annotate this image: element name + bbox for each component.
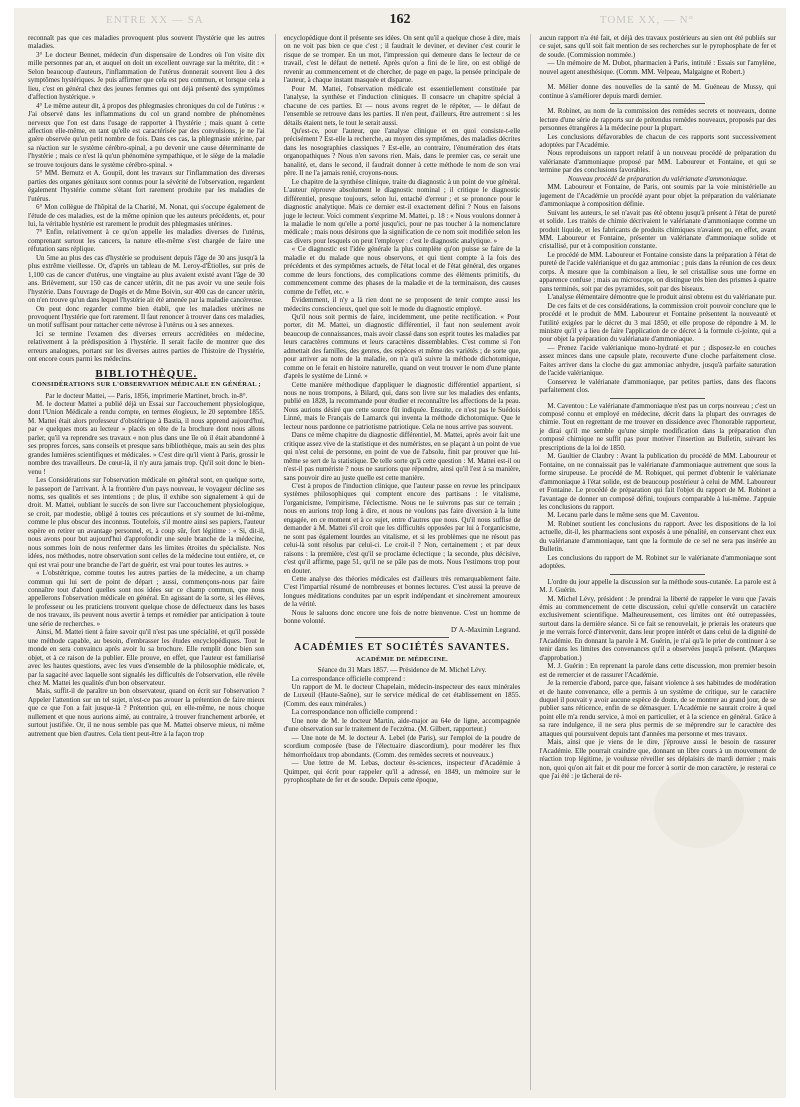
text-columns — [28, 34, 776, 1090]
paragraph: 5° MM. Bernutz et A. Goupil, dont les travaux sur l'inflammation des diverses parties des organes génitaux sont connus pour la sévérité de l'observation, regardent également l'hystérie comme s'étant fort rarement produite par les maladies de l'utérus. — [28, 169, 265, 203]
procedure-title: Nouveau procédé de préparation du valérianate d'ammoniaque. — [567, 174, 748, 183]
section-title-bibliotheque: BIBLIOTHÈQUE. — [95, 367, 198, 380]
paragraph: reconnaît pas que ces maladies provoquent plus souvent l'hystérie que les autres maladies. — [28, 34, 265, 51]
paragraph: 4° Le même auteur dit, à propos des phlegmasies chroniques du col de l'utérus : « J'ai observé dans les inflammations du col un grand nombre de phénomènes nerveux que l'on est dans l'usage de rapporter à l'hystérie ; mais quant à cette affection elle-même, en tant qu'elle est caractérisée par des convulsions, je ne l'ai guère observée qu'un petit nombre de fois. Dans ces cas, la phlegmasie utérine, par sa réaction sur le système cérébro-spinal, a pu devenir une cause déterminante de l'hystérie ; mais ce n'est là qu'un phénomène sympathique, et le siège de la maladie se trouve toujours dans le système cérébro-spinal. » — [28, 101, 265, 169]
paragraph: Ici se termine l'examen des diverses erreurs accréditées en médecine, relativement à la prédisposition à l'hystérie. Il serait facile de montrer que des erreurs analogues, portant sur les diverses autres parties de l'histoire de l'hystérie, ont encore cours parmi les médecins. — [28, 329, 265, 364]
newspaper-page — [14, 8, 786, 1098]
page-number: 162 — [389, 12, 411, 27]
academy-name: ACADÉMIE DE MÉDECINE. — [355, 655, 449, 663]
divider — [610, 79, 705, 80]
paragraph: M. Michel Lévy, président : Je prendrai la liberté de rappeler le vœu que j'avais émis au commencement de cette discussion, celui qu'elle conservât un caractère exclusivement scientifique. Malheureusement, ces limites ont été outrepassées, surtout dans la dernière séance. Si ce fait se renouvelait, je prierais les orateurs que je me verrais forcé d'intervenir, dans leur propre intérêt et dans celui de la dignité de l'Académie. En donnant la parole à M. Guérin, je n'ai qu'à le prier de continuer à se tenir dans les limites des convenances qu'il a observées jusqu'à présent. (Marques d'approbation.) — [539, 594, 777, 662]
running-head-right: TOME XX, — N° — [599, 14, 694, 26]
paragraph: M. Lecanu parle dans le même sens que M. Caventou. — [547, 511, 700, 520]
paragraph: Cette manière méthodique d'appliquer le diagnostic différentiel appartient, si nous ne nous trompons, à Bilard, qui, dans son livre sur les maladies des enfants, publié en 1828, la recommande pour étudier et reconnaître les affections de la peau. Nous aurions désiré que cette source fût indiquée. Ensuite, ce n'est pas le Suédois Linné, mais le Français de Lamarck qui inventa la méthode dichotomique. Que le lecteur nous pardonne ce patriotisme patriotique. Cela ne nous arrive pas souvent. — [283, 380, 521, 431]
paragraph: Cette analyse des théories médicales est d'ailleurs très remarquablement faite. C'est l'impartial résumé de nombreuses et bonnes lectures. C'est aussi la preuve de longues méditations conduites par un esprit indépendant et sincèrement amoureux de la vérité. — [283, 575, 521, 609]
column-2 — [275, 34, 521, 1090]
divider — [610, 574, 705, 575]
paragraph: On peut donc regarder comme bien établi, que les maladies utérines ne provoquent l'hystérie que fort rarement. Il faut renoncer à trouver dans ces maladies, un motif suffisant pour rattacher cette névrose à l'utérus ou à ses annexes. — [28, 304, 265, 330]
paragraph: Mais, suffit-il de paraître un bon observateur, quand on écrit sur l'observation ? Appeler l'attention sur un tel sujet, n'est-ce pas avouer la prétention de faire mieux que ce que l'on a fait jusque-là ? Prétention qui, en elle-même, ne nous choque nullement et que nous aurions aimé, au contraire, à trouver franchement arborée, et surtout justifiée. Or, il ne nous semble pas que M. Mattei observe mieux, ni même autrement que bien d'autres. Cela tient peut-être à la façon trop — [28, 687, 265, 738]
paragraph: M. Robinet, au nom de la commission des remèdes secrets et nouveaux, donne lecture d'une série de rapports sur de prétendus remèdes nouveaux, proposés par des personnes étrangères à la médecine pour la plupart. — [539, 107, 777, 133]
paragraph: Qu'il nous soit permis de faire, incidemment, une petite rectification. « Pour porter, dit M. Mattei, un diagnostic différentiel, il faut non seulement avoir beaucoup de connaissances, mais avoir classé dans son esprit toutes les maladies par leurs caractères communs et leurs caractères dissemblables. C'est comme si l'on admettait des familles, des genres, des espèces et même des variétés ; de sorte que, pour arriver au nom de la maladie, on n'a qu'à suivre la méthode dichotomique, comme on le ferait en histoire naturelle, quand on veut trouver le nom d'une plante d'après le système de Linné. » — [283, 312, 521, 381]
page-header — [14, 8, 786, 32]
paragraph: Ainsi, M. Mattei tient à faire savoir qu'il n'est pas une spécialité, et qu'il possède une méthode capable, au besoin, d'embrasser les études encyclopédiques. Tout le monde en sera convaincu après avoir lu sa brochure. Elle remplit donc bien son objet, et à ce raison de la publier. Elle prouve, en effet, que l'auteur est familiarisé avec les hautes questions, avec les vues d'ensemble de la philosophie médicale, et, par la sagacité avec laquelle sont signalés les difficultés de l'observation, elle révèle chez M. Mattei les qualités d'un bon observateur. — [28, 628, 265, 687]
column-3 — [530, 34, 776, 1090]
paragraph: Le chapitre de la synthèse clinique, traite du diagnostic à un point de vue général. L'auteur réprouve absolument le diagnostic nominal ; il critique le diagnostic différentiel, presque toujours, selon lui, entaché d'erreur ; et se prononce pour le diagnostic analytique. Mais ce dernier est-il exactement défini ? Nous en faisons juge le lecteur. Voici comment s'exprime M. Mattei, p. 18 : « Nous voulons donner à la maladie le nom qu'elle a porté jusqu'ici, pour ne pas toucher à la nomenclature médicale ; mais nous désirons que la signification de ce nom soit modifiée selon les cas divers pour lesquels on peut l'employer : c'est le diagnostic analytique. » — [283, 177, 521, 245]
paragraph: Qu'est-ce, pour l'auteur, que l'analyse clinique et en quoi consiste-t-elle précisément ? Est-elle la recherche, au moyen des symptômes, des maladies décrites dans les nosographies classiques ? Est-elle, au contraire, l'énumération des états organopathiques ? Nous n'en savons rien. Mais, dans le premier cas, ce serait une banalité, et, dans le second, il faudrait donner à cette méthode le nom de son vrai père. Il ne l'a jamais renié, croyons-nous. — [283, 126, 521, 178]
paragraph: Une note de M. le docteur Martin, aide-major au 64e de ligne, accompagnée d'une observation sur le traitement de l'eczéma. (M. Gilbert, rapporteur.) — [283, 716, 521, 734]
paragraph: encyclopédique dont il présente ses idées. On sent qu'il a quelque chose à dire, mais on ne voit pas bien ce que c'est ; il faudrait le deviner, et deviner c'est courir le risque de se tromper. En un mot, l'impression qui demeure dans le lecteur de ce travail, c'est le défaut de netteté. Après qu'on a fini de le lire, on est obligé de revenir au commencement et de chercher, de page en page, la pensée principale de l'auteur, à chaque instant masquée et disparue. — [283, 34, 521, 85]
paragraph: — Une note de M. le docteur A. Lebel (de Paris), sur l'emploi de la poudre de scordium composée (base de l'électuaire diascordium), pour modérer les flux hémorrhoïdaux trop abondants. (Comm. des remèdes secrets et nouveaux.) — [283, 733, 521, 759]
running-head-left: ENTRE XX — SA — [106, 14, 204, 26]
paragraph: Le procédé de MM. Laboureur et Fontaine consiste dans la préparation à l'état de pureté de l'acide valérianique et du gaz ammoniac ; puis dans la réunion de ces deux corps. À mesure que la combinaison a lieu, le sel cristallise sous une forme en apparence confuse ; mais au microscope, on distingue très bien des prismes à quatre pans terminés, soit par des pyramides, soit par des biseaux. — [539, 250, 777, 293]
divider — [610, 103, 705, 104]
paragraph: M. Mélier donne des nouvelles de la santé de M. Guéneau de Mussy, qui continue à s'améliorer depuis mardi dernier. — [539, 83, 777, 100]
paragraph: « L'obstétrique, comme toutes les autres parties de la médecine, a un champ commun qui lui sert de point de départ ; aussi, commençons-nous par faire connaître tout d'abord quelles sont nos idées sur ce champ commun, que nous appellerons l'observation médicale en général. En agissant de la sorte, si les élèves, le professeur ou les praticiens trouvent quelque chose de défectueux dans les bases de nos travaux, ils peuvent nous avertir à temps et remédier par anticipation à toute une série de recherches. » — [28, 569, 265, 628]
paragraph: — Un mémoire de M. Dubot, pharmacien à Paris, intitulé : Essais sur l'amylène, nouvel agent anesthésique. (Comm. MM. Velpeau, Malgaigne et Robert.) — [539, 59, 777, 76]
paragraph: Nous reproduisons un rapport relatif à un nouveau procédé de préparation du valérianate d'ammoniaque proposé par MM. Laboureur et Fontaine, et qui se termine par des conclusions favorables. — [539, 149, 777, 175]
paragraph: 3° Le docteur Bennet, médecin d'un dispensaire de Londres où l'on visite dix mille personnes par an, et auquel on doit un excellent ouvrage sur la métrite, dit : « Selon beaucoup d'auteurs, l'inflammation de l'utérus donnerait souvent lieu à des symptômes hystériques. Je puis affirmer que cela est peu commun, et lorsque cela a lieu, c'est en général chez des jeunes femmes qui ont déjà présenté des symptômes d'affection hystérique. » — [28, 50, 265, 102]
paragraph: Suivant les auteurs, le sel n'avait pas été obtenu jusqu'à présent à l'état de pureté et solide. Les traités de chimie décrivaient le valérianate d'ammoniaque comme un produit liquide, et les fabricants de produits chimiques n'avaient pu, en effet, avant MM. Laboureur et Fontaine, présenter un valérianate d'ammoniaque solide et cristallisé, pur et à composition constante. — [539, 208, 777, 251]
paragraph: Les conclusions du rapport de M. Robinet sur le valérianate d'ammoniaque sont adoptées. — [539, 553, 777, 571]
paragraph: 6° Mon collègue de l'hôpital de la Charité, M. Nonat, qui s'occupe également de l'étude de ces maladies, est de la même opinion que les auteurs précédents, et, pour lui, la véritable hystérie est rarement le produit des phlegmasies utérines. — [28, 203, 265, 228]
paragraph: 7° Enfin, relativement à ce qu'on appelle les maladies diverses de l'utérus, comprenant surtout les cancers, la nature elle-même s'est chargée de faire une réfutation sans réplique. — [28, 228, 265, 254]
paragraph: La correspondance non officielle comprend : — [291, 708, 418, 717]
paragraph: M. Gaultier de Claubry : Avant la publication du procédé de MM. Laboureur et Fontaine, on ne connaissait pas le valérianate d'ammoniaque autrement que sous la forme sirupeuse. Le procédé de M. Robiquet, qui permet d'obtenir le valérianate d'ammoniaque à l'état solide, est de beaucoup postérieur à celui de MM. Laboureur et Fontaine. Le procédé de préparation qui fait l'objet du rapport de M. Robinet a l'avantage de donner un composé défini, toujours comparable à lui-même. J'appuie les conclusions du rapport. — [539, 452, 777, 512]
paragraph: « Ce diagnostic est l'idée générale la plus complète qu'on puisse se faire de la maladie et du malade que nous observons, et qui tient compte à la fois des précédents et des symptômes actuels, de l'état local et de l'état général, des organes comme de leurs fonctions, des complications comme des éléments primitifs, du commencement comme des phases de la maladie et de la terminaison, des causes comme de l'effet, etc. » — [283, 245, 521, 296]
divider — [610, 398, 705, 399]
paragraph: La correspondance officielle comprend : — [291, 674, 406, 683]
paragraph: M. Robinet soutient les conclusions du rapport. Avec les dispositions de la loi actuelle, dit-il, les pharmaciens sont exposés à une pénalité, en conservant chez eux du valérianate d'ammoniaque, tant que la formule de ce sel ne sera pas insérée au Bulletin. — [539, 519, 777, 554]
session-line: Séance du 31 Mars 1857. — Présidence de M. Michel Lévy. — [317, 666, 487, 675]
divider — [355, 637, 450, 638]
paragraph: Dans ce même chapitre du diagnostic différentiel, M. Mattei, après avoir fait une critique assez vive de la statistique et des numéristes, en se plaçant à un point de vue qui n'est celui de personne, en point de vue de l'absolu, finit par prouver que lui-même se sert de la statistique. De telle sorte qu'à cette question : M. Mattei est-il ou n'est-il pas numériste ? nous ne saurions que répondre, ainsi qu'il l'est à sa manière, sans pouvoir dire au juste quelle est cette manière. — [283, 431, 521, 482]
paragraph: M. Caventou : Le valérianate d'ammoniaque n'est pas un corps nouveau ; c'est un composé connu et employé en médecine, décrit dans la plupart des ouvrages de chimie. Tout en regrettant de me trouver en dissidence avec l'honorable rapporteur, je dirai qu'il me semble qu'une simple modification dans la préparation d'un composé chimique ne suffit pas pour motiver l'insertion au Bulletin, suivant les prescriptions de la loi de 1850. — [539, 401, 777, 452]
column-1 — [28, 34, 265, 1090]
paragraph: Nous le saluons donc encore une fois de notre bienvenue. C'est un homme de bonne volonté. — [283, 608, 521, 626]
review-title: CONSIDÉRATIONS SUR L'OBSERVATION MÉDICALE EN GÉNÉRAL ; — [31, 381, 261, 389]
paragraph: L'ordre du jour appelle la discussion sur la méthode sous-cutanée. La parole est à M. J. Guérin. — [539, 577, 777, 595]
paragraph: Un 5me au plus des cas d'hystérie se produisent depuis l'âge de 30 ans jusqu'à la plus extrême vieillesse. Or, d'après un tableau de M. Leroy-d'Étiolles, sur près de 1,100 cas de cancer d'utérus, une vingtaine au plus avaient existé avant l'âge de 30 ans. Brièvement, sur 150 cas de cancer utérin, dit ne pas avoir vu une seule fois l'hystérie. Dans l'ouvrage de Dugès et de Mme Boivin, sur 400 cas de cancer utérin, on n'en trouve qu'un dans lequel l'hystérie ait été amenée par la maladie cancéreuse. — [28, 253, 265, 305]
review-citation: Par le docteur Mattei, — Paris, 1856, imprimerie Martinet, broch. in-8°. — [45, 391, 248, 400]
paragraph: MM. Laboureur et Fontaine, de Paris, ont soumis par la voie ministérielle au jugement de l'Académie un procédé ayant pour objet la préparation du valérianate d'ammoniaque à composition définie. — [539, 183, 777, 209]
paragraph: Évidemment, il n'y a là rien dont ne se proposent de tenir compte aussi les médecins consciencieux, quel que soit le mode du diagnostic employé. — [283, 296, 521, 313]
paragraph: Conservez le valérianate d'ammoniaque, par petites parties, dans des flacons parfaitement clos. — [539, 377, 777, 395]
paragraph: — Une lettre de M. Lebas, docteur ès-sciences, inspecteur d'Académie à Quimper, qui écrit pour rappeler qu'il a adressé, en 1849, un mémoire sur le pyrophosphate de fer et de soude. Depuis cette époque, — [283, 759, 521, 784]
paragraph: Les Considérations sur l'observation médicale en général sont, en quelque sorte, le passeport de l'arrivant. À la frontière d'un pays nouveau, le voyageur décline ses noms, ses qualités et ses intentions ; de plus, il exhibe son signalement à qui de droit. M. Mattei, oubliant le succès de son livre sur l'accouchement physiologique, se croit, par modestie, obligé à toutes ces précautions et s'y soumet de lui-même, comme le plus obscur des inconnus. Toutefois, s'il montre ainsi ses papiers, l'auteur espère en retirer un avantage personnel, et, à coup sûr, fort légitime : « Si, dit-il, nous avons pour but aujourd'hui d'approfondir une seule branche de la médecine, nous sommes loin de nous renfermer dans les limites étroites du spécialiste. Nos idées, nos méthodes, notre observation sont celles de la médecine tout entière, et, ce qui est vrai pour une branche de l'art de guérir, est vrai pour toutes les autres. » — [28, 476, 265, 569]
section-title-academies: ACADÉMIES ET SOCIÉTÉS SAVANTES. — [293, 642, 511, 654]
paragraph: M. le docteur Mattei a publié déjà un Essai sur l'accouchement physiologique, dont l'Union Médicale a rendu compte, en termes élogieux, le 20 septembre 1855. M. Mattei était alors professeur d'obstétrique à Bastia, il nous apprend aujourd'hui, par « quelques mots au lecteur » placés en tête de la brochure dont nous allons parler, qu'il va reprendre ses travaux « non plus dans une île où il était abandonné à ses propres forces, sans conseils et presque sans bibliothèque, mais au sein des plus grandes lumières scientifiques et médicales. » C'est dire qu'il vient à Paris, grossir le nombre des travailleurs. De cœur-là, il n'y aura jamais trop. Qu'il soit donc le bien-venu ! — [28, 400, 265, 476]
paragraph: L'analyse élémentaire démontre que le produit ainsi obtenu est du valérianate pur. — [547, 293, 777, 302]
paragraph: Un rapport de M. le docteur Chapelain, médecin-inspecteur des eaux minérales de Luxeuil (Haute-Saône), sur le service médical de cet établissement en 1855. (Comm. des eaux minérales.) — [283, 682, 521, 708]
paragraph: — Prenez l'acide valérianique mono-hydraté et pur ; disposez-le en couches assez minces dans une capsule plate, recouverte d'une cloche parfaitement close. Faites arriver dans la cloche du gaz ammoniac anhydre, jusqu'à parfaite saturation de l'acide valérianique. — [539, 343, 777, 378]
paragraph: aucun rapport n'a été fait, et déjà des travaux postérieurs au sien ont été publiés sur ce sujet, sans qu'il soit fait mention de ses recherches sur le pyrophosphate de fer et de soude. (Commission nommée.) — [539, 34, 777, 59]
paragraph: Je la remercie d'abord, parce que, faisant violence à ses habitudes de modération et de haute convenance, elle a permis à un système de critique, sur le caractère duquel il pouvait y avoir aucune espèce de doute, de se montrer au grand jour, de se publier sans réticence, enfin de se démasquer. L'Académie ne saurait croire à quel point elle m'a rendu service, à moi en particulier, et à la science en général. Grâce à sa rare indulgence, il ne sera plus permis de se méprendre sur le caractère des attaques qui poursuivent depuis tant d'années ma personne et mes travaux. — [539, 679, 777, 738]
paragraph: Les conclusions défavorables de chacun de ces rapports sont successivement adoptées par l'Académie. — [539, 132, 777, 149]
paragraph: Mais, ainsi que je viens de le dire, j'éprouve aussi le besoin de rassurer l'Académie. Elle pourrait craindre que, donnant un libre cours à un mouvement de réaction trop légitime, je voulusse réveiller ses déplaisirs de mardi dernier ; mais non, quoi qu'on ait fait et dit pour me forcer à sortir de mon caractère, je resterai ce que j'ai été : je tâcherai de ré- — [539, 738, 777, 781]
paragraph: M. J. Guérin : En reprenant la parole dans cette discussion, mon premier besoin est de remercier et de rassurer l'Académie. — [539, 662, 777, 679]
author-signature: D' A.-Maximin Legrand. — [451, 625, 521, 634]
paragraph: De ces faits et de ces considérations, la commission croit pouvoir conclure que le procédé et le produit de MM. Laboureur et Fontaine présentent la nouveauté et l'utilité exigées par le décret du 3 mai 1850, et elle propose de répondre à M. le ministre qu'il y a lieu de faire l'application de ce décret à la formule ci-jointe, qui a pour objet la préparation du valérianate d'ammoniaque. — [539, 301, 777, 344]
paragraph: C'est à propos de l'induction clinique, que l'auteur passe en revue les principaux systèmes philosophiques qui comptent encore des partisans : le vitalisme, l'organicisme, l'empirisme, l'éclectisme. Nous ne le suivrons pas sur ce terrain ; nous en aurions trop long à dire, et nous ne voulons pas faire diversion à la lutte engagée, en ce moment et à ce sujet, entre d'autres que nous. Qu'il nous suffise de demander à M. Mattei s'il croit que les difficultés opposées par lui à l'organicisme, ne sont pas également lourdes au vitalisme, et si les problèmes que ne résout pas celui-là sont résolus par celui-ci. Le croit-il ? Non, certainement ; et par deux raisons : la première, c'est qu'il se proclame éclectique ; la seconde, plus décisive, c'est qu'il affirme, page 51, qu'il ne se pâle pas de mots. Nous l'estimons trop pour en douter. — [283, 482, 521, 575]
paragraph: Pour M. Mattei, l'observation médicale est essentiellement constituée par l'analyse, la synthèse et l'induction cliniques. Il consacre un chapitre spécial à chacune de ces parties. Et — nous avons regret de le répéter, — le défaut de l'ensemble se retrouve dans les parties. Il n'en peut, d'ailleurs, être autrement : si les détails étaient nets, le tout le serait aussi. — [283, 84, 521, 127]
